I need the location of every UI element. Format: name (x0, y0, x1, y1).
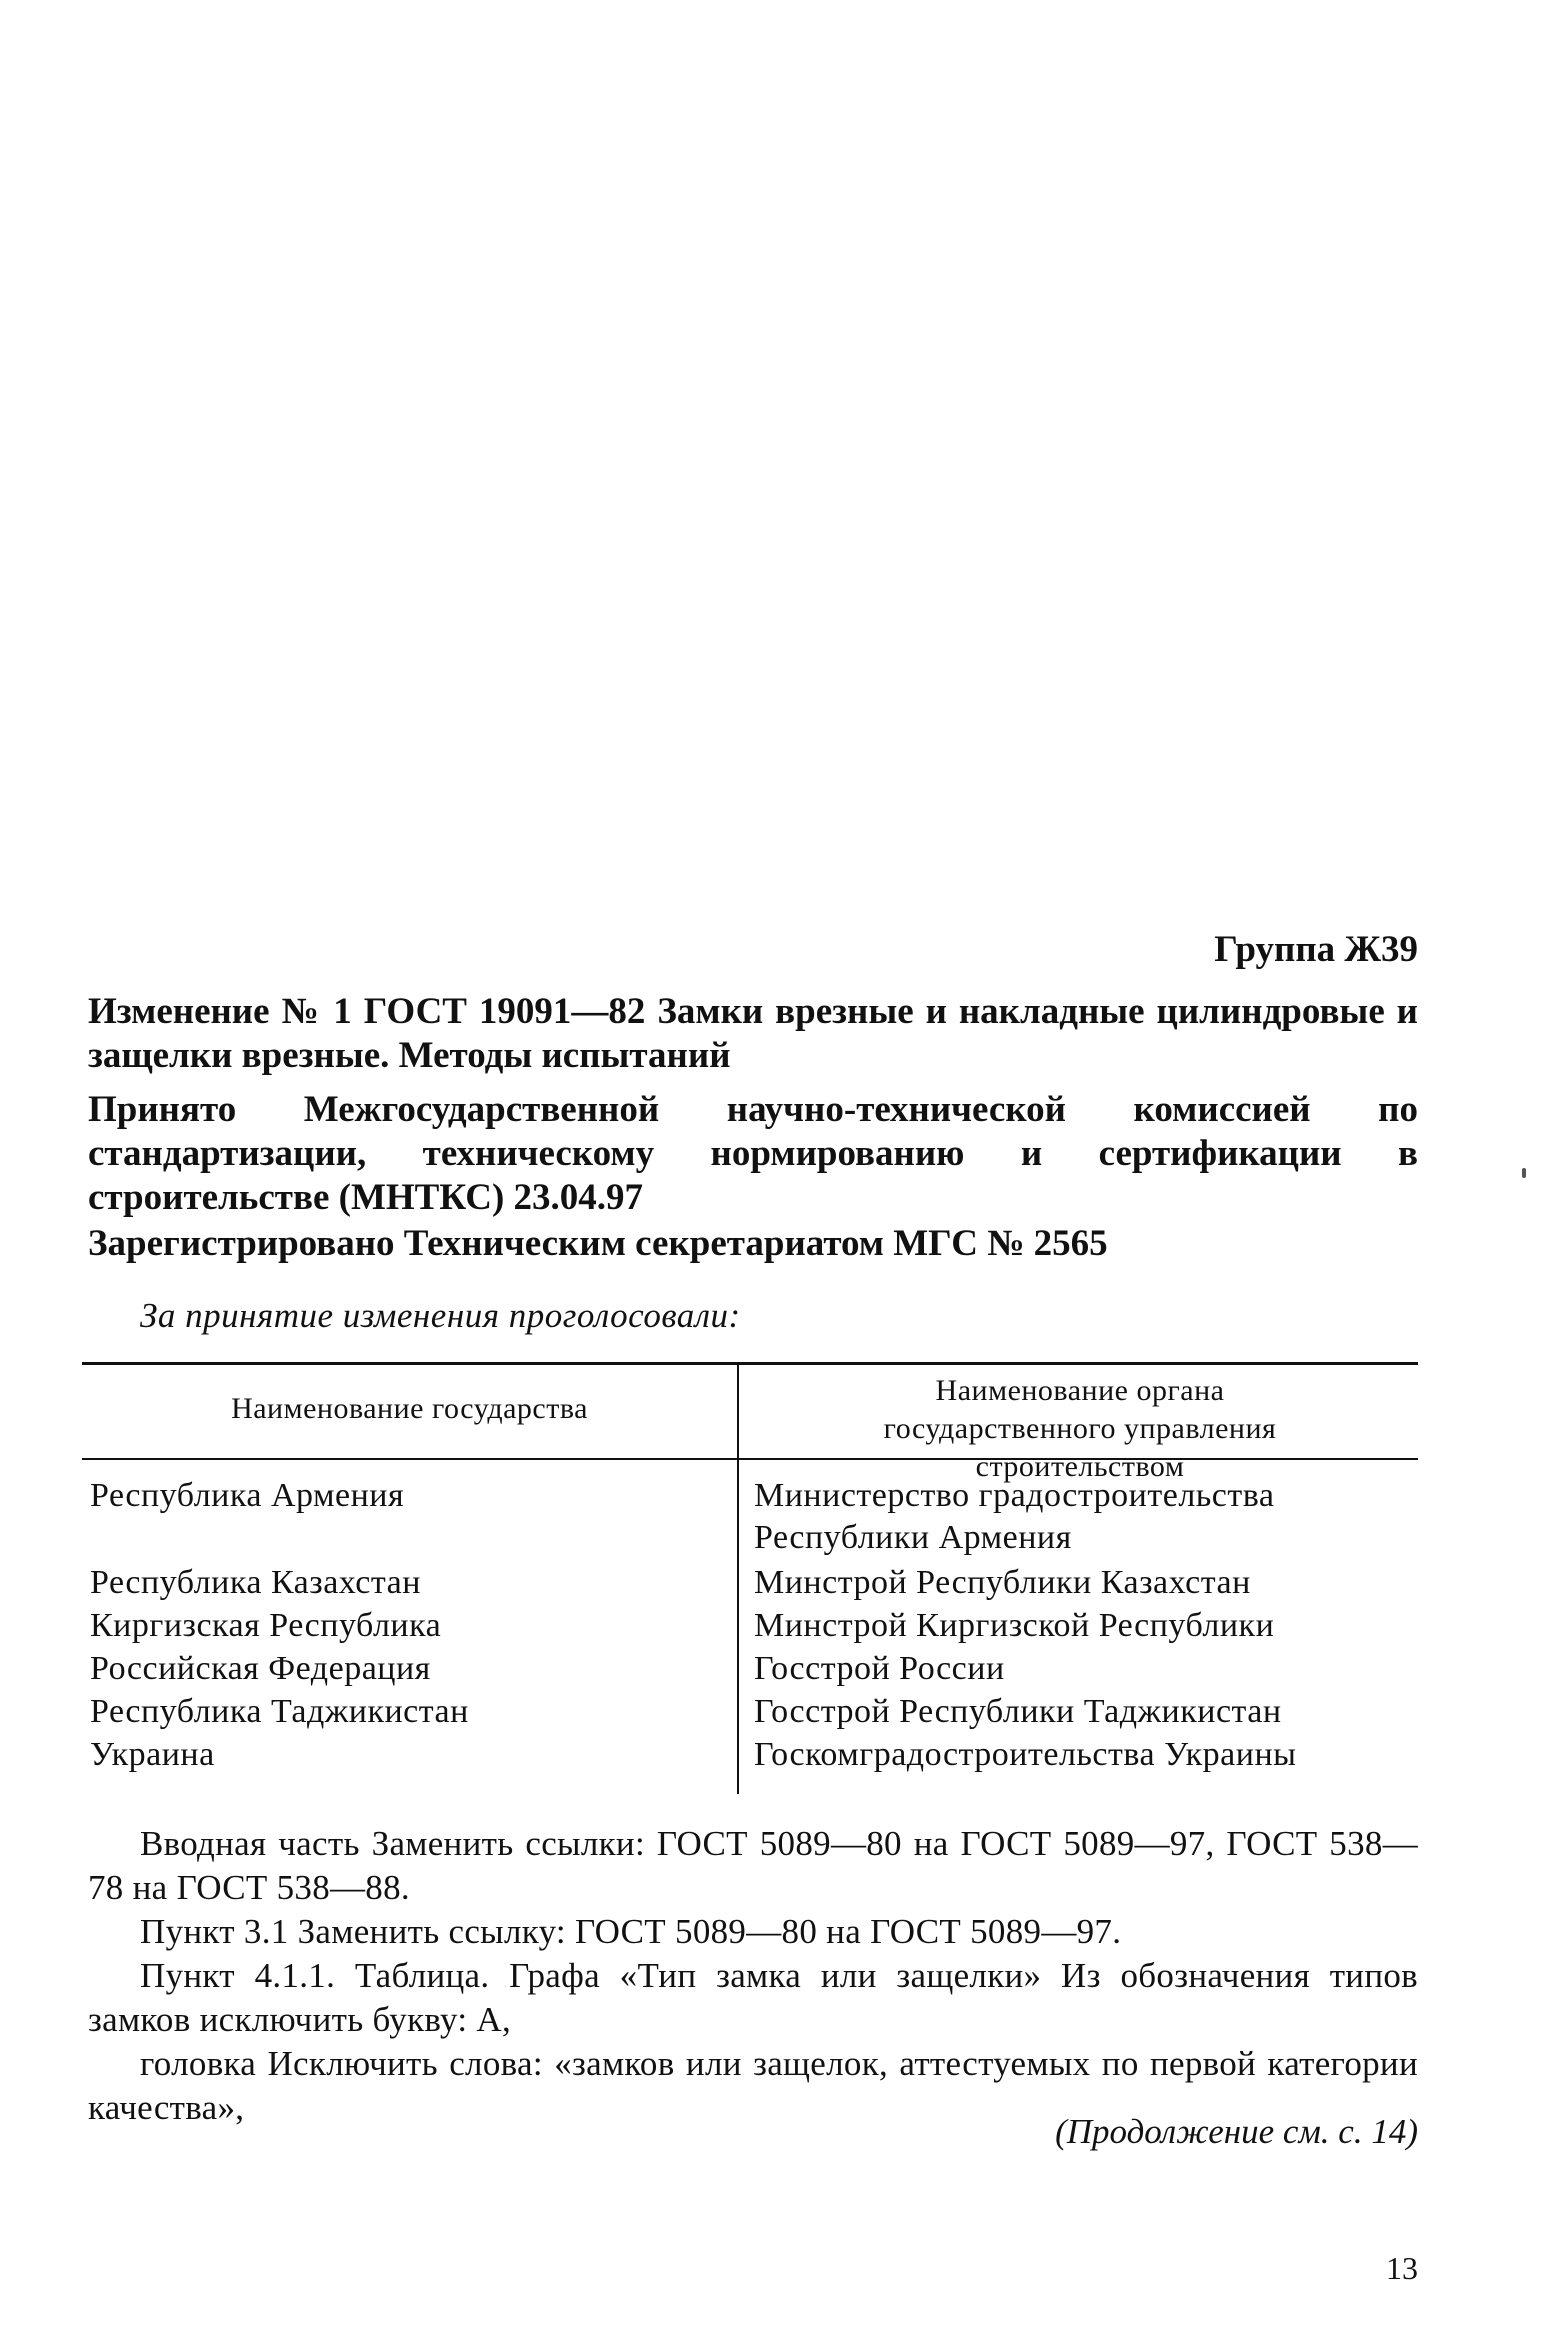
continuation-note: (Продолжение см. с. 14) (1055, 2112, 1418, 2151)
page-number: 13 (1386, 2250, 1418, 2286)
change-title: Изменение № 1 ГОСТ 19091—82 Замки врезные и накладные цилиндровые и защелки врезные. Методы испытаний (88, 991, 1418, 1076)
table-cell-state: Киргизская Республика (90, 1607, 442, 1644)
table-cell-state: Республика Таджикистан (90, 1693, 469, 1730)
header-state: Наименование государства (231, 1392, 588, 1425)
table-cell-state: Республика Армения (90, 1477, 405, 1514)
voting-table (82, 1362, 1418, 1794)
table-cell-state: Российская Федерация (90, 1650, 431, 1687)
table-cell-organ: Госстрой России (754, 1650, 1005, 1687)
table-top-rule (82, 1362, 1418, 1365)
paragraph-item-4-1-1: Пункт 4.1.1. Таблица. Графа «Тип замка или защелки» Из обозначения типов замков исключить букву: А, (88, 1956, 1418, 2039)
group-label: Группа Ж39 (1214, 929, 1418, 970)
table-cell-organ: Минстрой Киргизской Республики (754, 1607, 1275, 1644)
header-organ-text: Наименование органа государственного управления строительством (883, 1374, 1277, 1483)
table-cell-organ: Минстрой Республики Казахстан (754, 1564, 1251, 1601)
paragraph-item-3-1: Пункт 3.1 Заменить ссылку: ГОСТ 5089—80 на ГОСТ 5089—97. (140, 1912, 1122, 1951)
paragraph-heading-note: головка Исключить слова: «замков или защелок, аттестуемых по первой категории качества», (88, 2044, 1418, 2127)
paragraph-intro-part: Вводная часть Заменить ссылки: ГОСТ 5089—80 на ГОСТ 5089—97, ГОСТ 538—78 на ГОСТ 538—88. (88, 1824, 1418, 1907)
registration-statement: Зарегистрировано Техническим секретариатом МГС № 2565 (88, 1223, 1108, 1264)
vote-intro: За принятие изменения проголосовали: (140, 1296, 741, 1335)
table-cell-state: Республика Казахстан (90, 1564, 421, 1601)
table-column-divider (737, 1362, 739, 1794)
scan-speck (1522, 1168, 1526, 1178)
table-cell-state: Украина (90, 1736, 215, 1773)
table-cell-organ: Госкомградостроительства Украины (754, 1736, 1297, 1773)
table-cell-organ: Министерство градостроительства Республики Армения (754, 1477, 1275, 1556)
accepted-by-statement: Принято Межгосударственной научно-технической комиссией по стандартизации, техническому нормированию и сертификации в строительстве (МНТКС) 23.04.97 (88, 1089, 1418, 1218)
table-cell-organ: Госстрой Республики Таджикистан (754, 1693, 1282, 1730)
header-organ (742, 1372, 1418, 1486)
